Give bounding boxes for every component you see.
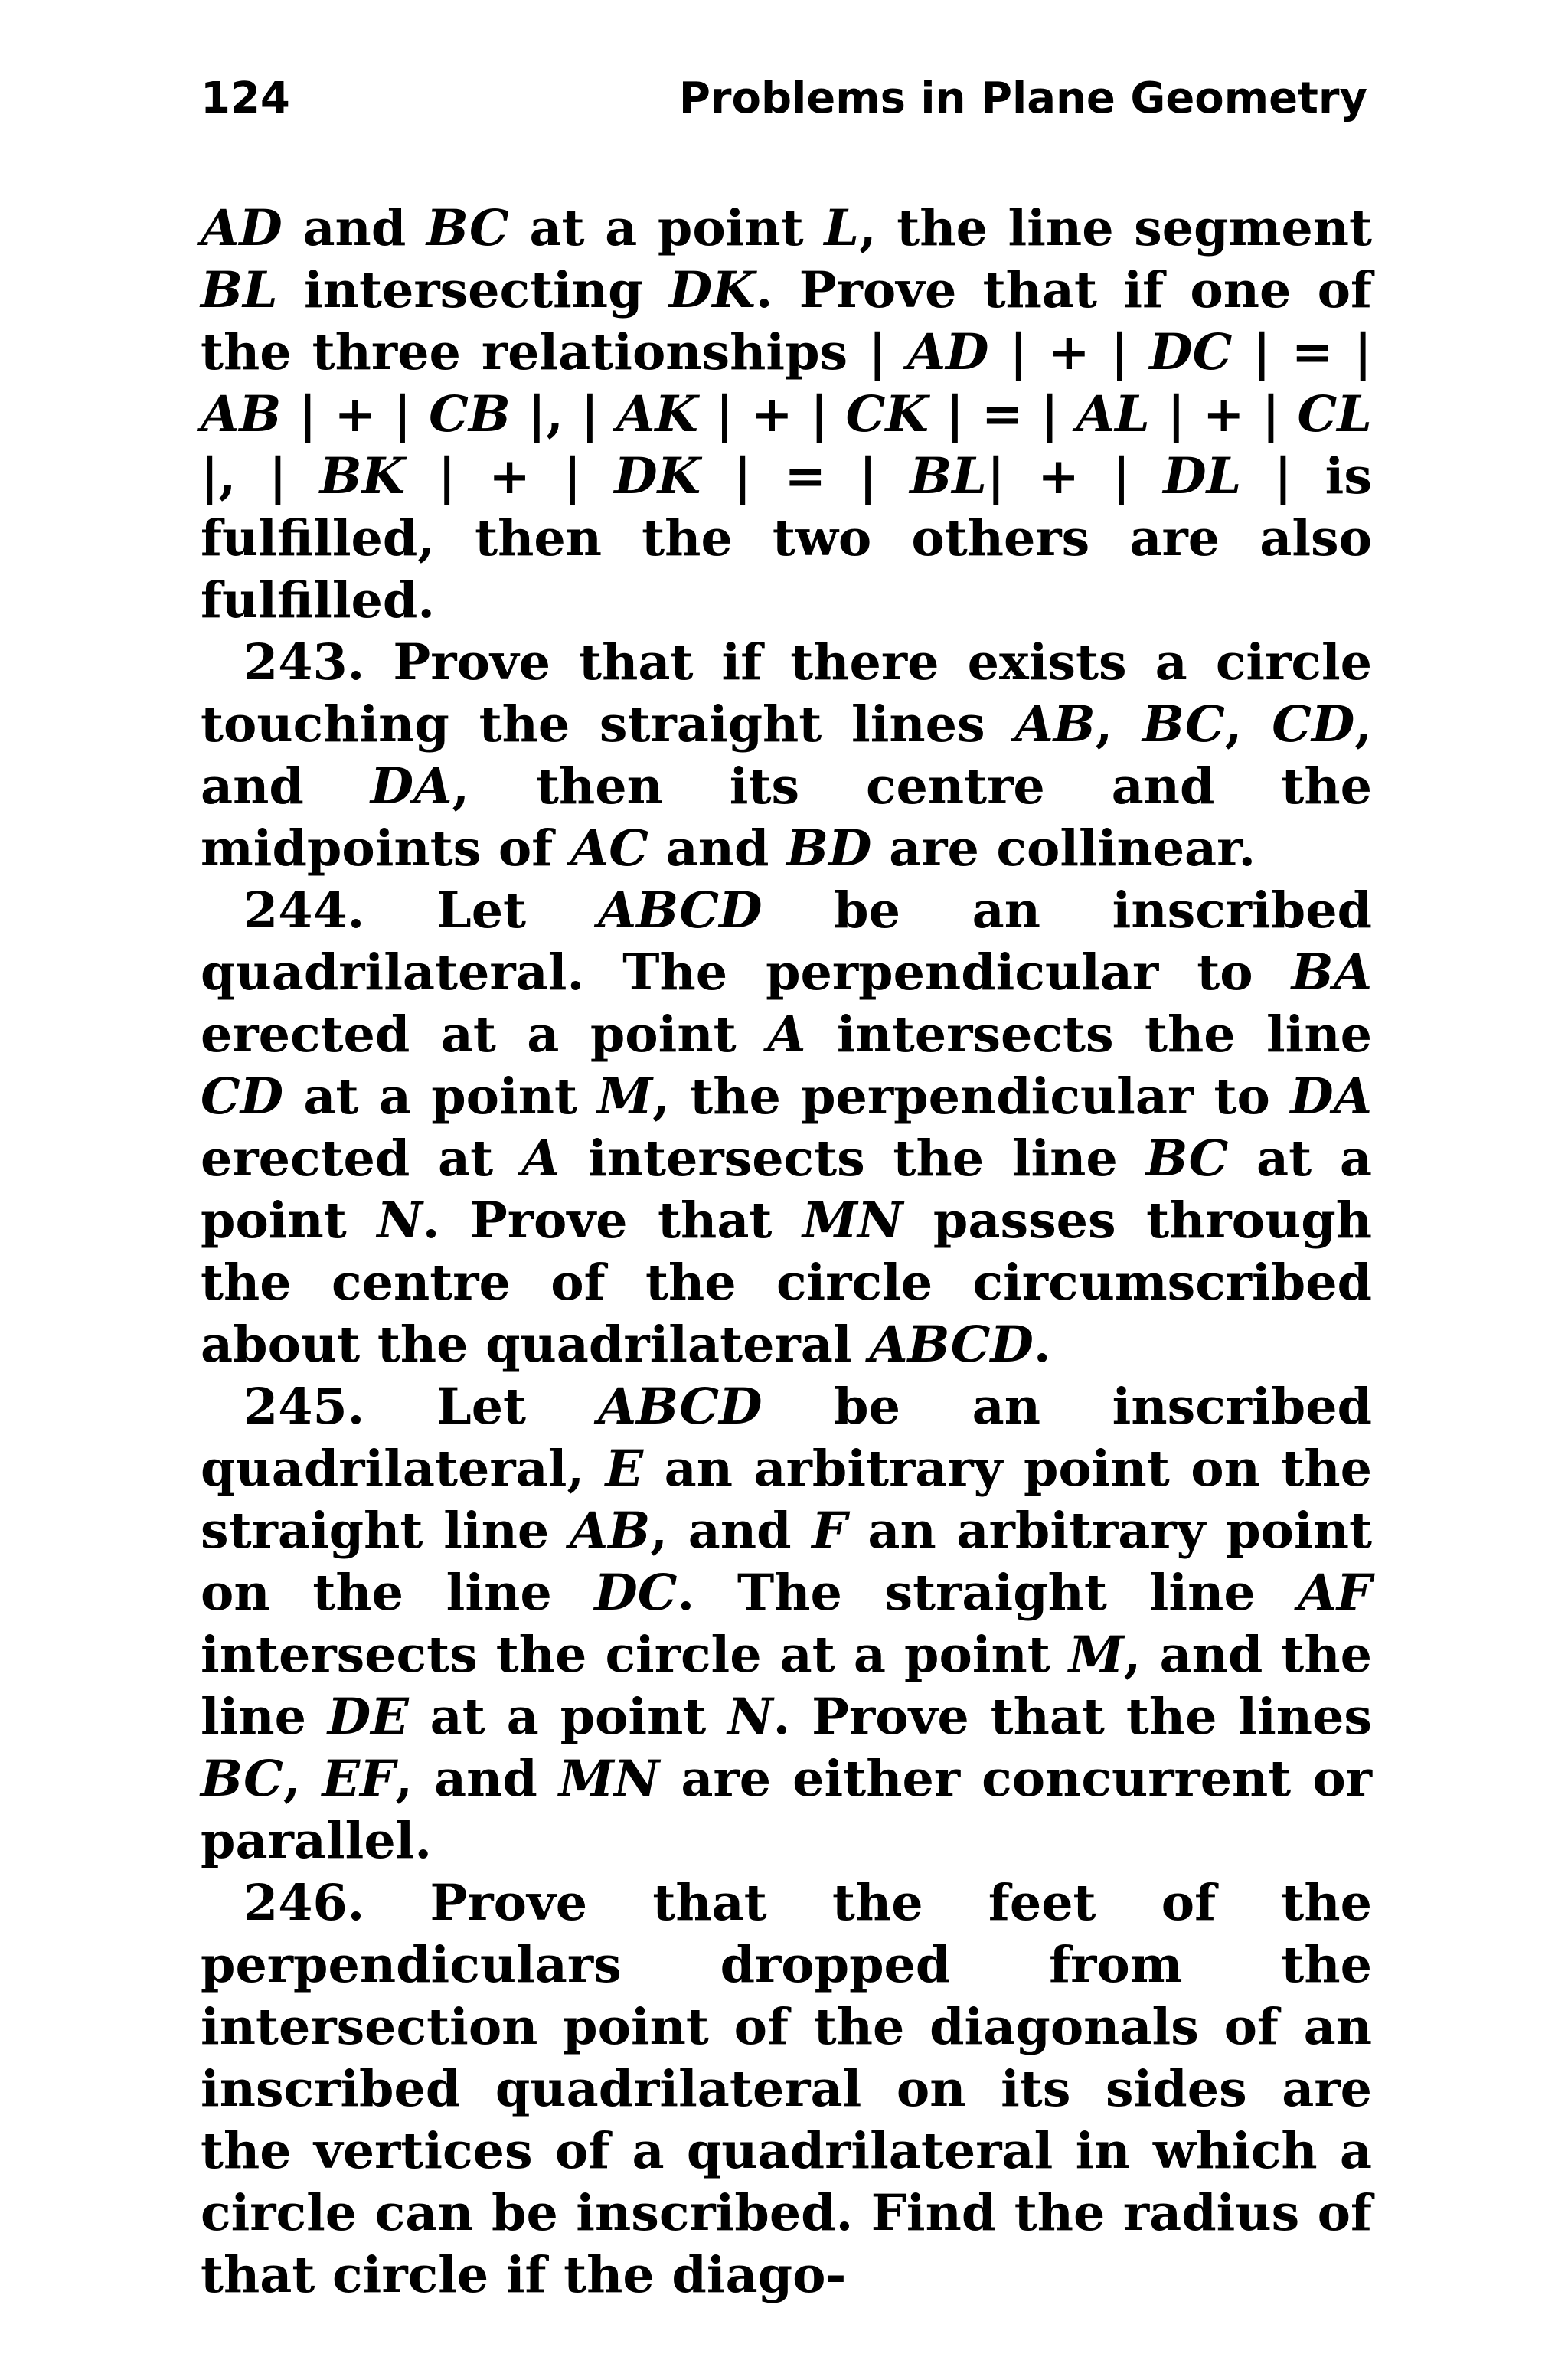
- problem-245: 245. Let ABCD be an inscribed quadrilateral, E an arbitrary point on the straight line AB, and F an arbitrary point on the line DC. The straight line AF intersects the circle at a point M, and the line DE at a point N. Prove that the lines BC, EF, and MN are either concurrent or parallel.: [201, 1378, 1373, 1870]
- running-title: Problems in Plane Geometry: [678, 74, 1367, 123]
- problem-number: 244.: [243, 881, 365, 940]
- problem-number: 246.: [243, 1874, 365, 1932]
- problem-number: 245.: [243, 1378, 365, 1436]
- page-number: 124: [201, 74, 290, 123]
- page-header: [201, 74, 1367, 135]
- problem-246: 246. Prove that the feet of the perpendiculars dropped from the intersection point of the diagonals of an inscribed quadrilateral on its sides are the vertices of a quadrilateral in which a circle can be inscribed. Find the radius of that circle if the diago-: [201, 1874, 1372, 2304]
- problem-number: 243.: [243, 633, 365, 691]
- page-body: [201, 198, 1372, 2306]
- problem-244: 244. Let ABCD be an inscribed quadrilateral. The perpendicular to BA erected at a point A intersects the line CD at a point M, the perpendicular to DA erected at A intersects the line BC at a point N. Prove that MN passes through the centre of the circle circumscribed about the quadrilateral ABCD.: [201, 881, 1372, 1374]
- problem-243: 243. Prove that if there exists a circle touching the straight lines AB, BC, CD, and DA, then its centre and the midpoints of AC and BD are collinear.: [201, 633, 1373, 878]
- problem-242-continuation: AD and BC at a point L, the line segment BL intersecting DK. Prove that if one of the three relationships | AD | + | DC | = | AB | + | CB |, | AK | + | CK | = | AL | + | CL |, | BK | + | DK | = | BL| + | DL | is fulfilled, then the two others are also fulfilled.: [201, 199, 1372, 629]
